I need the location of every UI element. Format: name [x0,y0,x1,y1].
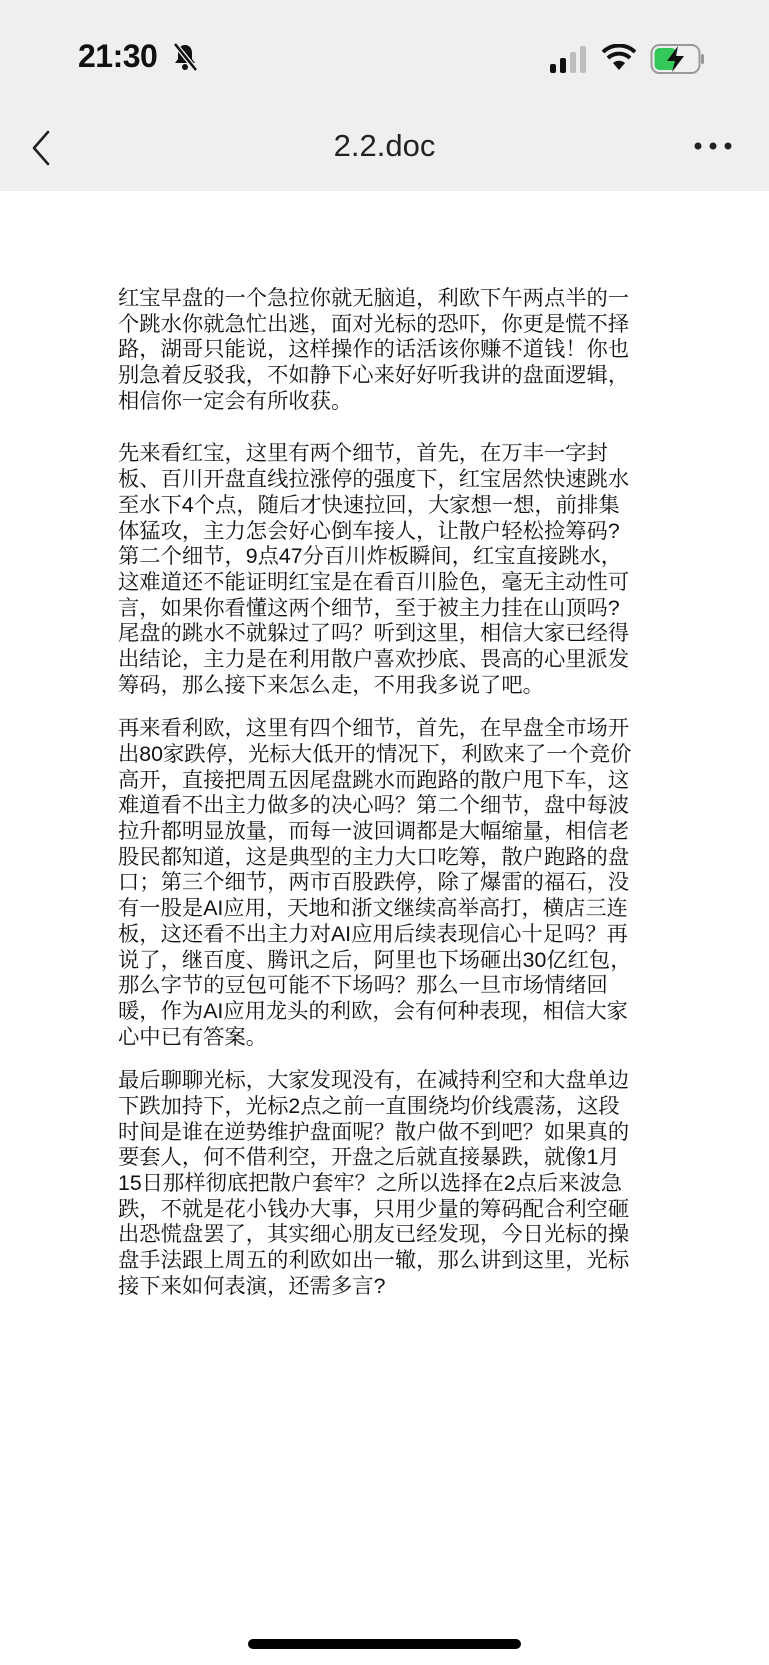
paragraph-line: 暖，作为AI应用龙头的利欧，会有何种表现，相信大家 [118,998,628,1023]
paragraph-line: 出结论，主力是在利用散户喜欢抄底、畏高的心里派发 [118,646,630,671]
paragraph-line: 下跌加持下，光标2点之前一直围绕均价线震荡，这段 [118,1093,620,1118]
top-bar [0,0,769,191]
paragraph-line: 红宝早盘的一个急拉你就无脑追，利欧下午两点半的一 [118,286,630,310]
battery-charging-icon [650,43,706,75]
paragraph-line: 那么字节的豆包可能不下场吗？那么一旦市场情绪回 [118,973,608,998]
paragraph-line: 相信你一定会有所收获。 [118,388,353,413]
paragraph-line: 接下来如何表演，还需多言? [118,1273,386,1298]
paragraph-line: 股民都知道，这是典型的主力大口吃筹，散户跑路的盘 [118,844,630,869]
ellipsis-icon[interactable] [692,136,734,156]
paragraph-line: 尾盘的跳水不就躲过了吗？听到这里，相信大家已经得 [118,621,630,646]
bell-slash-icon [172,42,198,72]
paragraph-line: 第二个细节，9点47分百川炸板瞬间，红宝直接跳水， [118,544,623,569]
paragraph-line: 至水下4个点，随后才快速拉回，大家想一想，前排集 [118,492,620,517]
paragraph-line: 有一股是AI应用，天地和浙文继续高举高打，横店三连 [118,896,628,921]
paragraph-line: 出恐慌盘罢了，其实细心朋友已经发现，今日光标的操 [118,1222,630,1247]
home-indicator[interactable] [248,1639,521,1649]
paragraph-line: 体猛攻，主力怎会好心倒车接人，让散户轻松捡筹码? [118,518,620,543]
paragraph-line: 盘手法跟上周五的利欧如出一辙，那么讲到这里，光标 [118,1248,630,1273]
paragraph-line: 心中已有答案。 [118,1024,268,1049]
paragraph-line: 先来看红宝，这里有两个细节，首先，在万丰一字封 [118,441,608,466]
paragraph-line: 跌，不就是花小钱办大事，只用少量的筹码配合利空砸 [118,1196,630,1221]
status-time: 21:30 [78,38,158,74]
paragraph-line: 言，如果你看懂这两个细节，至于被主力挂在山顶吗? [118,595,620,620]
paragraph-line: 板，这还看不出主力对AI应用后续表现信心十足吗？再 [118,921,628,946]
paragraph-line: 再来看利欧，这里有四个细节，首先，在早盘全市场开 [118,716,630,741]
wifi-icon [602,44,636,72]
paragraph-line: 拉升都明显放量，而每一波回调都是大幅缩量，相信老 [118,819,630,844]
paragraph-line: 口；第三个细节，两市百股跌停，除了爆雷的福石，没 [118,870,630,895]
document-body [118,286,678,1299]
paragraph-line: 难道看不出主力做多的决心吗？第二个细节，盘中每波 [118,793,630,818]
paragraph-line: 板、百川开盘直线拉涨停的强度下，红宝居然快速跳水 [118,467,630,492]
document-paragraph [118,716,678,1050]
document-title: 2.2.doc [333,128,436,163]
paragraph-line: 筹码，那么接下来怎么走，不用我多说了吧。 [118,672,544,697]
paragraph-line: 这难道还不能证明红宝是在看百川脸色，毫无主动性可 [118,569,630,594]
paragraph-line: 要套人，何不借利空，开盘之后就直接暴跌，就像1月 [118,1145,620,1170]
paragraph-line: 别急着反驳我，不如静下心来好好听我讲的盘面逻辑， [118,363,630,388]
paragraph-line: 出80家跌停，光标大低开的情况下，利欧来了一个竞价 [118,742,632,766]
paragraph-line: 时间是谁在逆势维护盘面呢？散户做不到吧？如果真的 [118,1119,630,1144]
paragraph-line: 最后聊聊光标，大家发现没有，在减持利空和大盘单边 [118,1068,630,1093]
cellular-signal-icon [550,44,590,74]
document-paragraph [118,441,678,698]
document-paragraph [118,286,678,414]
document-paragraph [118,1068,678,1299]
paragraph-line: 15日那样彻底把散户套牢？之所以选择在2点后来波急 [118,1171,623,1195]
paragraph-line: 路，湖哥只能说，这样操作的话活该你赚不道钱！你也 [118,337,630,362]
paragraph-line: 说了，继百度、腾讯之后，阿里也下场砸出30亿红包， [118,947,632,972]
paragraph-line: 高开，直接把周五因尾盘跳水而跑路的散户甩下车，这 [118,767,630,792]
paragraph-line: 个跳水你就急忙出逃，面对光标的恐吓，你更是慌不择 [118,311,630,336]
